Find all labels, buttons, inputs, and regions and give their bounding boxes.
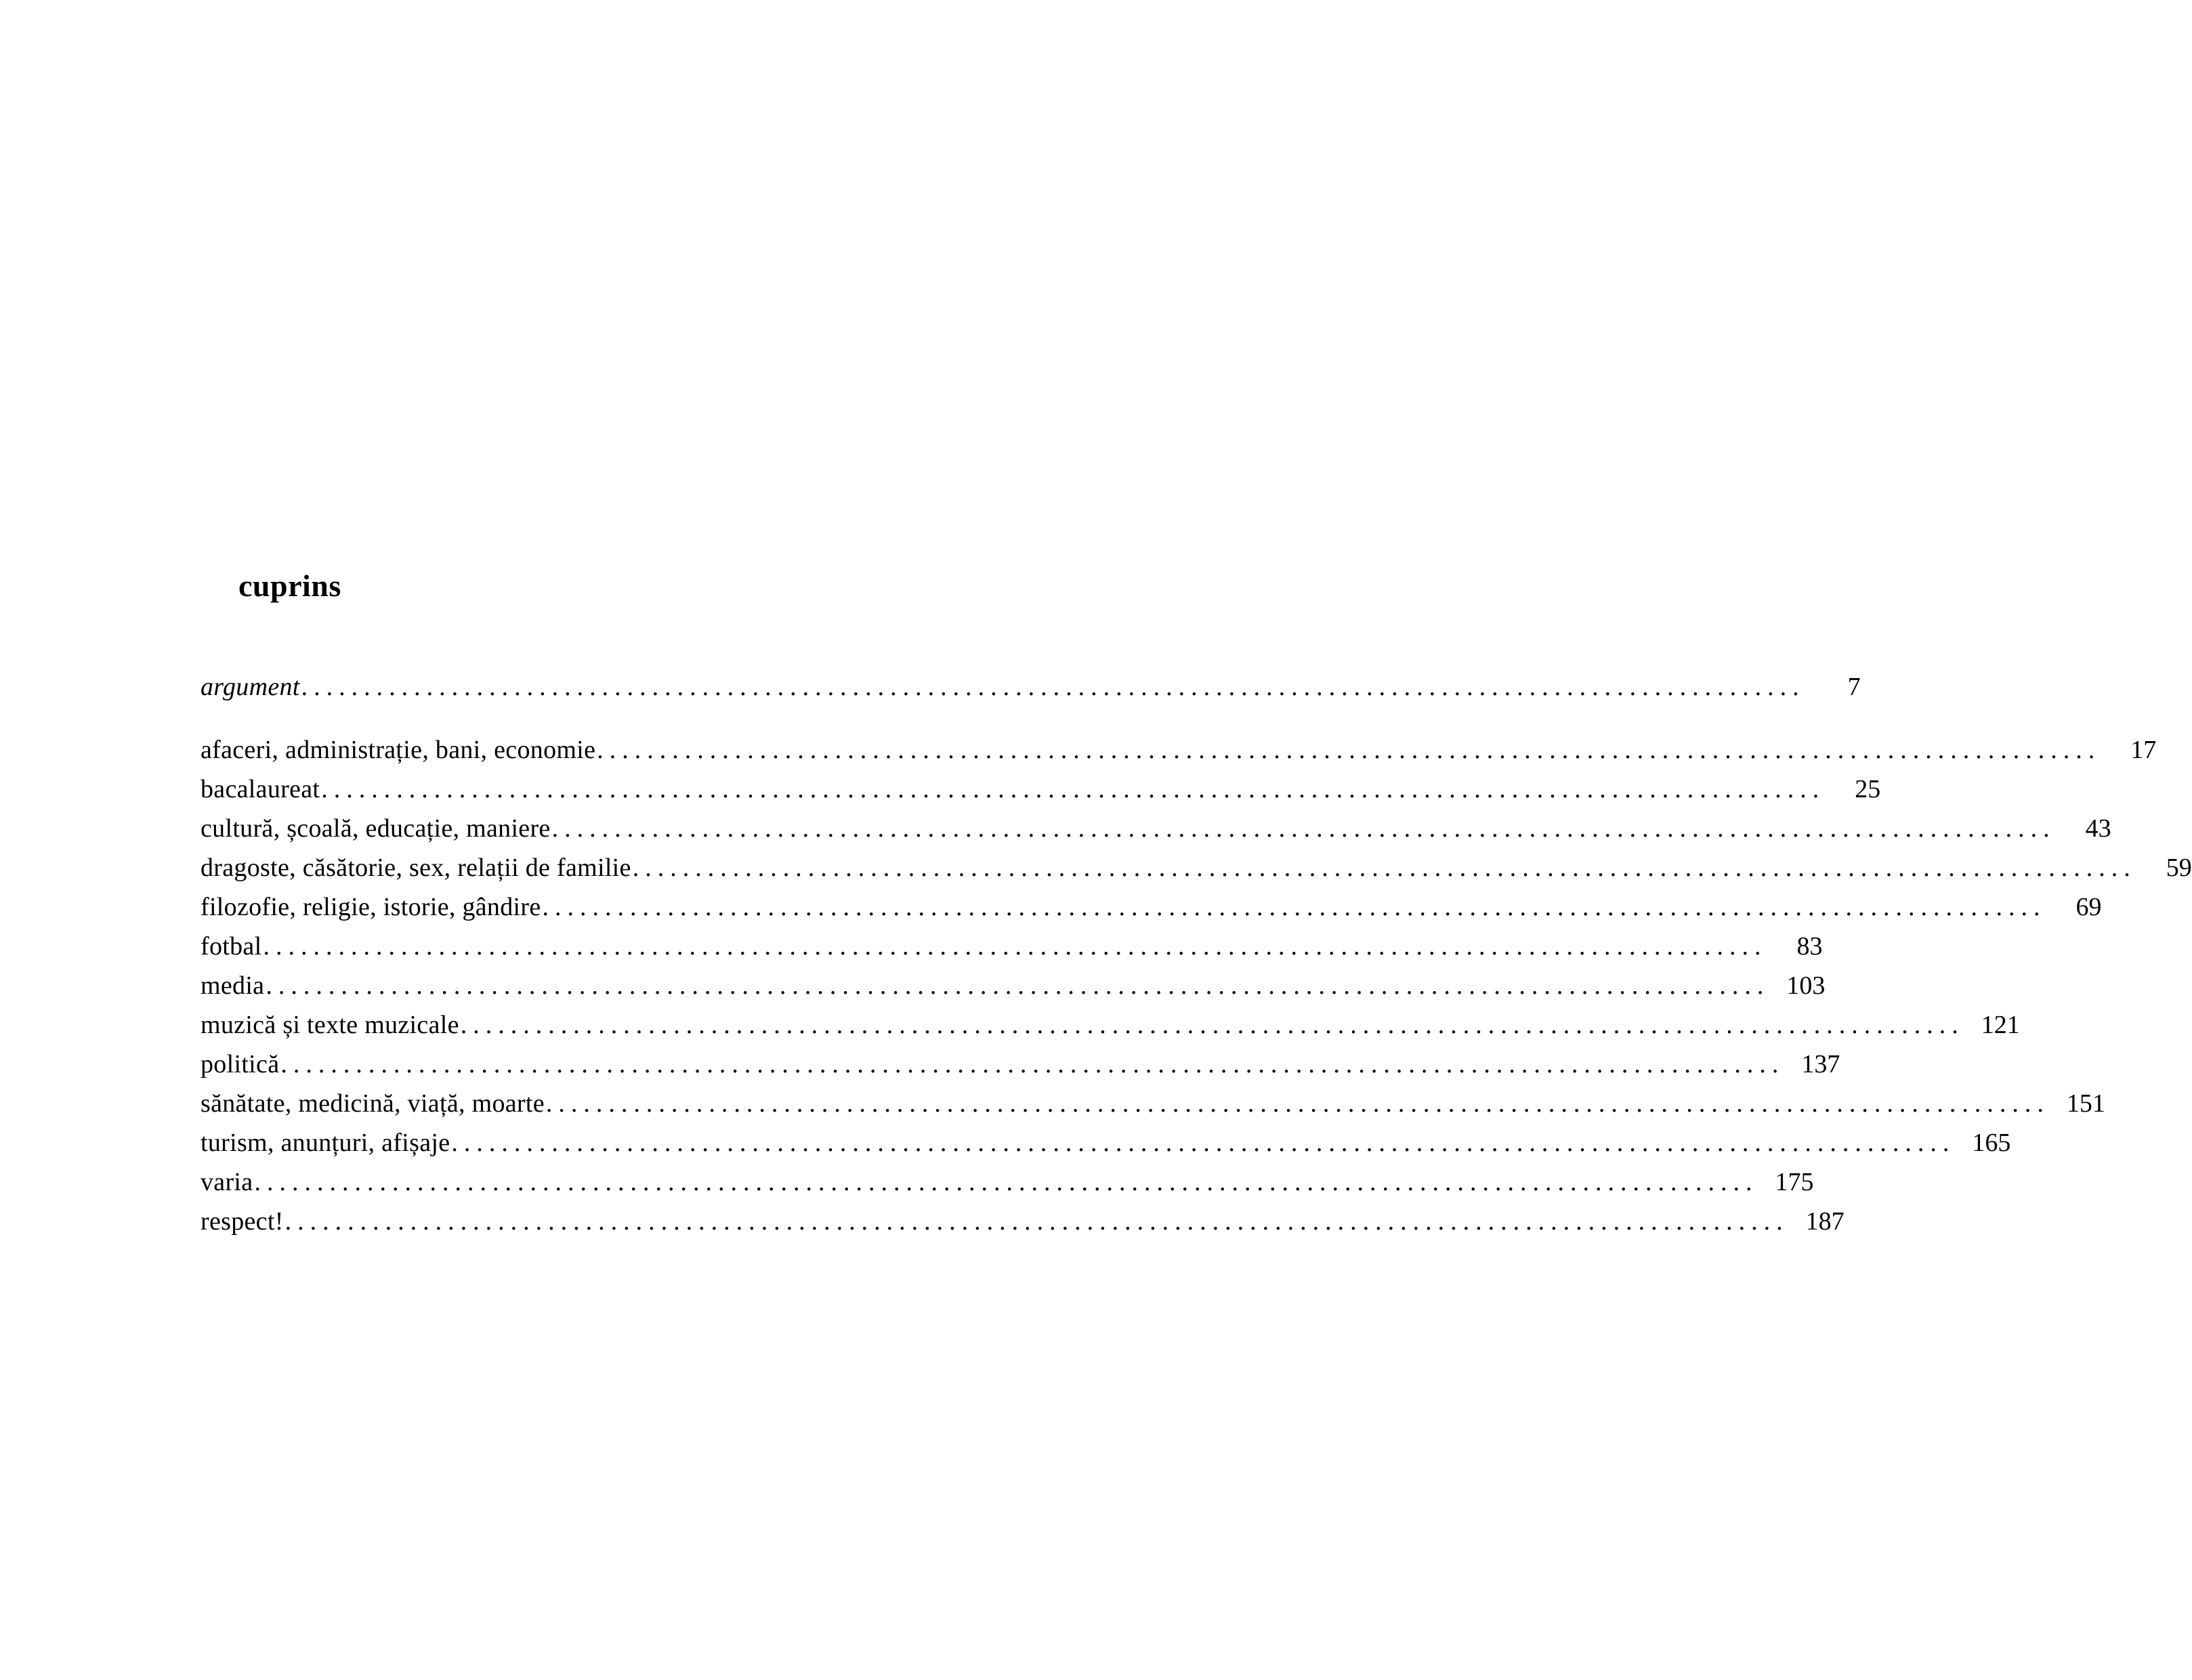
toc-entry-page: 7 — [1847, 673, 1861, 701]
toc-entry-label: muzică și texte muzicale — [201, 1011, 459, 1039]
toc-entry-label: dragoste, căsătorie, sex, relații de familie — [201, 854, 631, 882]
toc-entry-label: argument — [201, 673, 300, 701]
dot-leader: ........................................................................................................................ — [301, 673, 1805, 701]
toc-entry-turism[interactable] — [201, 1123, 2011, 1162]
toc-entry-label: media — [201, 971, 265, 1000]
dot-leader: ........................................................................................................................ — [545, 1089, 2050, 1118]
toc-entry-label: respect! — [201, 1207, 284, 1236]
dot-leader: ........................................................................................................................ — [632, 854, 2136, 882]
dot-leader: ........................................................................................................................ — [460, 1011, 1964, 1039]
toc-entry-filozofie[interactable] — [201, 887, 2102, 927]
dot-leader: ........................................................................................................................ — [451, 1129, 1956, 1157]
toc-entry-label: filozofie, religie, istorie, gândire — [201, 893, 541, 921]
toc-entry-page: 103 — [1786, 971, 1826, 1000]
dot-leader: ........................................................................................................................ — [263, 932, 1767, 961]
toc-entry-label: politică — [201, 1050, 280, 1078]
toc-entry-respect[interactable] — [201, 1202, 1845, 1241]
toc-entry-page: 17 — [2130, 736, 2157, 764]
dot-leader: ........................................................................................................................ — [321, 775, 1826, 803]
toc-entry-dragoste[interactable] — [201, 848, 2192, 887]
toc-entry-label: turism, anunțuri, afișaje — [201, 1129, 450, 1157]
toc-entry-label: fotbal — [201, 932, 262, 961]
dot-leader: ........................................................................................................................ — [551, 814, 2056, 843]
toc-entry-label: varia — [201, 1168, 253, 1196]
dot-leader: ........................................................................................................................ — [597, 736, 2101, 764]
toc-entry-label: afaceri, administrație, bani, economie — [201, 736, 596, 764]
toc-entry-page: 121 — [1981, 1011, 2020, 1039]
dot-leader: ........................................................................................................................ — [542, 893, 2046, 921]
toc-entry-page: 175 — [1775, 1168, 1814, 1196]
toc-entry-page: 69 — [2075, 893, 2102, 921]
toc-entry-page: 59 — [2166, 854, 2192, 882]
toc-entry-page: 43 — [2085, 814, 2111, 843]
toc-entry-page: 137 — [1801, 1050, 1840, 1078]
toc-entry-label: bacalaureat — [201, 775, 320, 803]
toc-entry-label: cultură, școală, educație, maniere — [201, 814, 551, 843]
toc-entry-politica[interactable] — [201, 1045, 1840, 1084]
toc-entry-page: 187 — [1805, 1207, 1845, 1236]
toc-entry-fotbal[interactable] — [201, 927, 1823, 966]
dot-leader: ........................................................................................................................ — [266, 971, 1770, 1000]
toc-entry-page: 151 — [2066, 1089, 2105, 1118]
dot-leader: ........................................................................................................................ — [254, 1168, 1758, 1196]
toc-entry-page: 83 — [1796, 932, 1823, 961]
dot-leader: ........................................................................................................................ — [280, 1050, 1785, 1078]
toc-entry-varia[interactable] — [201, 1162, 1814, 1202]
toc-entry-label: sănătate, medicină, viață, moarte — [201, 1089, 545, 1118]
toc-entry-cultura[interactable] — [201, 809, 2111, 848]
toc-entry-media[interactable] — [201, 966, 1826, 1005]
toc-entry-bacalaureat[interactable] — [201, 770, 1881, 809]
toc-entry-page: 25 — [1855, 775, 1881, 803]
toc-entry-muzica[interactable] — [201, 1005, 2020, 1045]
page-title: cuprins — [238, 568, 341, 603]
toc-entry-afaceri[interactable] — [201, 730, 2157, 770]
toc-entry-page: 165 — [1972, 1129, 2011, 1157]
toc-entry-sanatate[interactable] — [201, 1084, 2105, 1123]
dot-leader: ........................................................................................................................ — [284, 1207, 1789, 1236]
toc-entry-argument[interactable] — [201, 667, 1861, 707]
